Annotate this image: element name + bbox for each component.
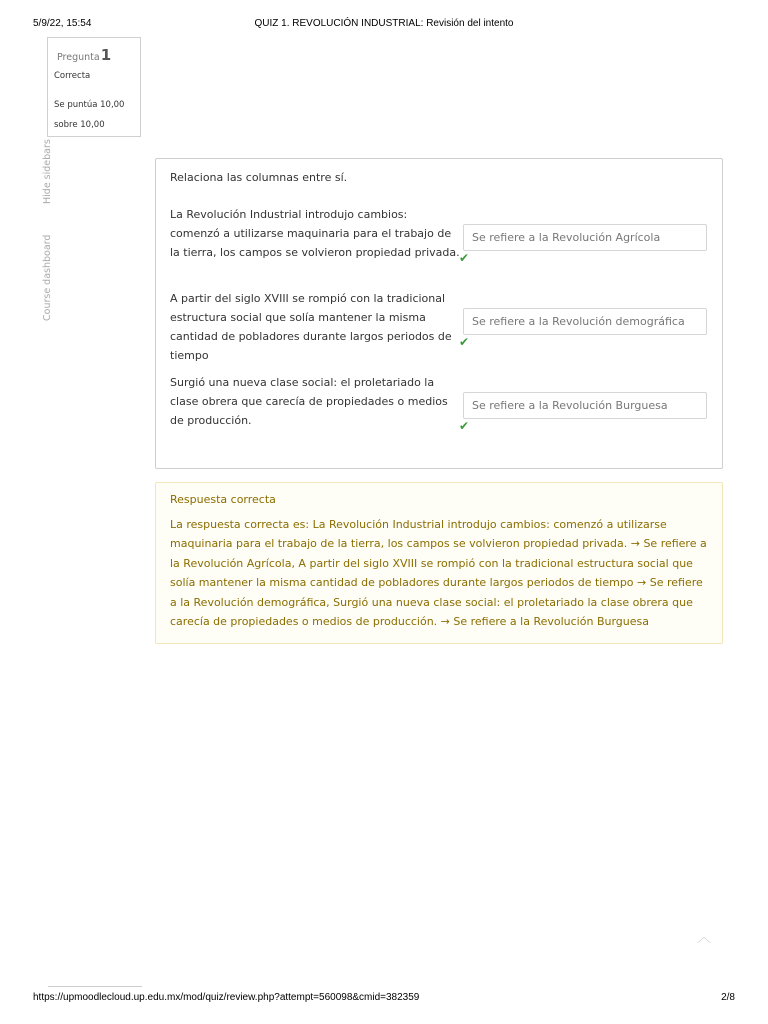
- course-dashboard-link[interactable]: Course dashboard: [42, 234, 53, 321]
- print-footer: [0, 992, 768, 1006]
- match-stem-3: Surgió una nueva clase social: el proletariado la clase obrera que carecía de propiedades o medios de producción.: [170, 376, 448, 427]
- footer-divider: [48, 986, 142, 987]
- match-answer-select-2[interactable]: Se refiere a la Revolución demográfica: [463, 308, 707, 335]
- hide-sidebars-link[interactable]: Hide sidebars: [42, 139, 53, 204]
- scroll-to-top-icon[interactable]: ︿: [697, 930, 711, 946]
- match-answer-select-3[interactable]: Se refiere a la Revolución Burguesa: [463, 392, 707, 419]
- check-icon: ✔: [459, 419, 470, 433]
- question-number-value: 1: [100, 46, 112, 64]
- print-title: QUIZ 1. REVOLUCIÓN INDUSTRIAL: Revisión del intento: [254, 18, 514, 29]
- feedback-right-answer: La respuesta correcta es: La Revolución Industrial introdujo cambios: comenzó a utilizarse maquinaria para el trabajo de la tierra, los campos se volvieron propiedad privada. → Se refiere a la Revolución Agrícola, A partir del siglo XVIII se rompió con la tradicional estructura social que solía mantener la misma cantidad de pobladores durante largos periodos de tiempo → Se refiere a la Revolución demográfica, Surgió una nueva clase social: el proletariado la clase obrera que carecía de propiedades o medios de producción. → Se refiere a la Revolución Burguesa: [170, 518, 707, 629]
- print-header: [0, 18, 768, 32]
- check-icon: ✔: [459, 251, 470, 265]
- question-content: [155, 158, 723, 469]
- match-stem-2: A partir del siglo XVIII se rompió con la tradicional estructura social que solía mantener la misma cantidad de pobladores durante largos periodos de tiempo: [170, 292, 452, 362]
- print-date: 5/9/22, 15:54: [33, 18, 92, 29]
- question-state: Correcta: [54, 71, 91, 81]
- question-grade: Se puntúa 10,00 sobre 10,00: [54, 100, 125, 130]
- question-text: Relaciona las columnas entre sí.: [170, 171, 348, 184]
- print-page-number: 2/8: [721, 992, 735, 1003]
- question-info-box: [47, 37, 141, 137]
- question-number-label: Pregunta: [57, 52, 100, 63]
- match-answer-select-1[interactable]: Se refiere a la Revolución Agrícola: [463, 224, 707, 251]
- check-icon: ✔: [459, 335, 470, 349]
- feedback-result: Respuesta correcta: [170, 493, 276, 506]
- question-number: [57, 46, 111, 64]
- print-url: https://upmoodlecloud.up.edu.mx/mod/quiz/review.php?attempt=560098&cmid=382359: [33, 992, 420, 1003]
- match-stem-1: La Revolución Industrial introdujo cambios: comenzó a utilizarse maquinaria para el trabajo de la tierra, los campos se volvieron propiedad privada.: [170, 208, 460, 259]
- feedback-box: [155, 482, 723, 644]
